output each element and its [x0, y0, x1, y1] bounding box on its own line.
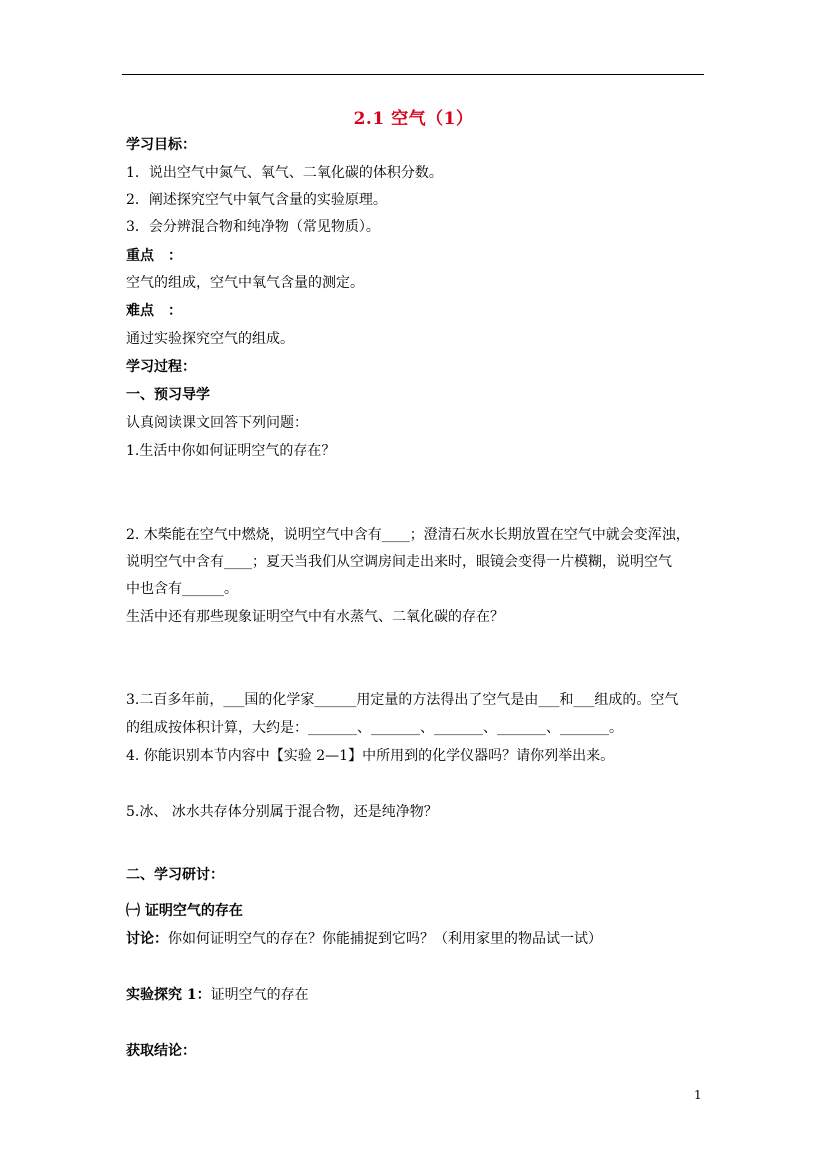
objectives-heading: 学习目标： — [126, 137, 196, 153]
conclusion-heading: 获取结论： — [126, 1043, 196, 1059]
question-2-line-4: 生活中还有那些现象证明空气中有水蒸气、二氧化碳的存在？ — [126, 609, 504, 625]
discussion-text: 你如何证明空气的存在？你能捕捉到它吗？（利用家里的物品试一试） — [168, 931, 602, 947]
section2-heading: 二、学习研讨： — [126, 867, 224, 883]
section1-heading: 一、预习导学 — [126, 387, 210, 403]
discussion-line — [126, 929, 602, 949]
page-title: 2.1 空气（1） — [353, 109, 474, 129]
question-4: 4. 你能识别本节内容中【实验 2—1】中所用到的化学仪器吗？请你列举出来。 — [126, 748, 615, 764]
experiment-text: 证明空气的存在 — [210, 987, 309, 1003]
question-3-line-1: 3.二百多年前，___国的化学家______用定量的方法得出了空气是由___和___组成的。空气 — [126, 692, 679, 708]
difficulty-heading: 难点 ： — [126, 303, 182, 319]
question-2-line-1: 2. 木柴能在空气中燃烧，说明空气中含有____；澄清石灰水长期放置在空气中就会变浑浊， — [126, 527, 690, 543]
key-text: 空气的组成，空气中氧气含量的测定。 — [126, 275, 364, 291]
objective-3: 3．会分辨混合物和纯净物（常见物质）。 — [126, 219, 380, 235]
experiment-label: 实验探究 1： — [126, 987, 211, 1003]
section1-intro: 认真阅读课文回答下列问题： — [126, 415, 308, 431]
difficulty-text: 通过实验探究空气的组成。 — [126, 331, 294, 347]
page-number: 1 — [694, 1088, 702, 1102]
question-2-line-3: 中也含有______。 — [126, 581, 238, 597]
question-1: 1.生活中你如何证明空气的存在？ — [126, 443, 336, 459]
objective-1: 1．说出空气中氮气、氧气、二氧化碳的体积分数。 — [126, 165, 443, 181]
key-heading: 重点 ： — [126, 248, 182, 264]
question-5: 5.冰、 冰水共存体分别属于混合物，还是纯净物？ — [126, 804, 438, 820]
question-3-line-2: 的组成按体积计算，大约是：_______、_______、_______、_______、_______。 — [126, 720, 623, 736]
experiment-line — [126, 985, 309, 1005]
discussion-label: 讨论： — [126, 931, 168, 947]
header-rule — [122, 74, 704, 75]
subsection1-heading: ㈠ 证明空气的存在 — [126, 903, 243, 919]
process-heading: 学习过程： — [126, 359, 196, 375]
question-2-line-2: 说明空气中含有____；夏天当我们从空调房间走出来时，眼镜会变得一片模糊，说明空气 — [126, 554, 672, 570]
objective-2: 2．阐述探究空气中氧气含量的实验原理。 — [126, 192, 387, 208]
